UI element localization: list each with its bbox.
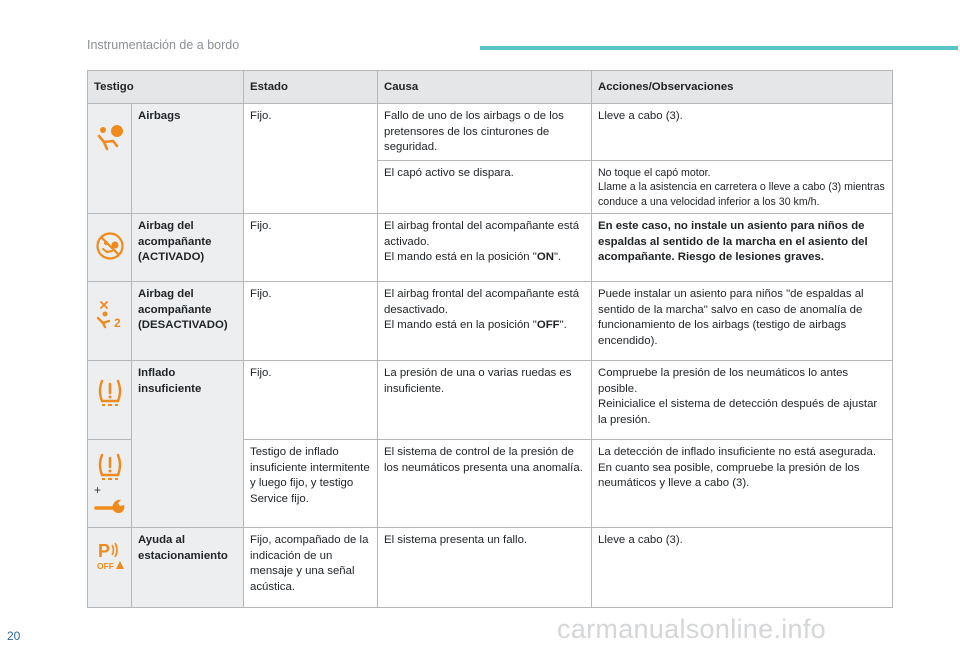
table-row xyxy=(88,214,893,282)
parking-off-label: OFF xyxy=(97,561,114,571)
accion-inflado-2a: La detección de inflado insuficiente no está asegurada. xyxy=(598,446,877,458)
column-header-acciones: Acciones/Observaciones xyxy=(592,71,893,104)
accion-inflado-1a: Compruebe la presión de los neumáticos lo antes posible. xyxy=(598,367,849,395)
tyre-service-icon-cell xyxy=(88,440,132,528)
row-name-inflado: Inflado insuficiente xyxy=(132,361,244,528)
causa-airbag-on-b-end: ". xyxy=(553,251,562,263)
causa-airbag-off-b-end: ". xyxy=(559,319,567,331)
column-header-testigo: Testigo xyxy=(88,71,244,104)
tyre-pressure-icon xyxy=(95,378,125,408)
header-accent-bar xyxy=(480,46,958,50)
causa-airbag-off-b-text: El mando está en la posición " xyxy=(384,319,537,331)
estado-airbags: Fijo. xyxy=(244,104,378,214)
airbag-icon-cell xyxy=(88,104,132,214)
accion-airbag-off: Puede instalar un asiento para niños "de espaldas al sentido de la marcha" salvo en caso de anomalía de funcionamiento de los airbags (testigo de airbags encendido). xyxy=(592,282,893,361)
causa-airbag-on-b xyxy=(384,250,585,266)
column-header-causa: Causa xyxy=(378,71,592,104)
causa-airbag-off-b-bold: OFF xyxy=(536,319,560,331)
row-name-airbags: Airbags xyxy=(132,104,244,214)
table-row xyxy=(88,361,893,440)
tyre-icon-cell xyxy=(88,361,132,440)
table-row xyxy=(88,528,893,608)
column-header-estado: Estado xyxy=(244,71,378,104)
causa-airbag-on-a: El airbag frontal del acompañante está activado. xyxy=(384,220,580,248)
causa-airbag-off-b xyxy=(384,318,585,334)
airbag-on-icon-cell xyxy=(88,214,132,282)
warning-lights-table xyxy=(87,70,893,608)
accion-airbags-1: Lleve a cabo (3). xyxy=(592,104,893,161)
airbag-warning-icon xyxy=(95,121,125,151)
accion-airbags-2b: Llame a la asistencia en carretera o lleve a cabo (3) mientras conduce a una velocidad inferior a los 30 km/h. xyxy=(598,181,885,208)
causa-parking: El sistema presenta un fallo. xyxy=(378,528,592,608)
causa-airbag-on-b-bold: ON xyxy=(536,251,554,263)
table-header-row xyxy=(88,71,893,104)
estado-airbag-on: Fijo. xyxy=(244,214,378,282)
svg-text:P: P xyxy=(98,541,111,561)
page-header-title: Instrumentación de a bordo xyxy=(87,38,240,52)
svg-text:2: 2 xyxy=(113,316,121,329)
causa-airbag-off xyxy=(378,282,592,361)
passenger-airbag-off-icon xyxy=(95,299,125,329)
causa-inflado-1: La presión de una o varias ruedas es insuficiente. xyxy=(378,361,592,440)
estado-inflado-1: Fijo. xyxy=(244,361,378,440)
passenger-airbag-on-icon xyxy=(95,231,125,261)
wrench-service-icon xyxy=(94,499,126,513)
estado-parking: Fijo, acompañado de la indicación de un mensaje y una señal acústica. xyxy=(244,528,378,608)
causa-airbags-1: Fallo de uno de los airbags o de los pretensores de los cinturones de seguridad. xyxy=(378,104,592,161)
parking-assist-off-icon xyxy=(94,539,128,571)
accion-airbags-2a: No toque el capó motor. xyxy=(598,166,711,179)
accion-inflado-2b: En cuanto sea posible, compruebe la presión de los neumáticos y lleve a cabo (3). xyxy=(598,461,860,489)
row-name-parking: Ayuda al estacionamiento xyxy=(132,528,244,608)
accion-inflado-1 xyxy=(592,361,893,440)
accion-airbags-2 xyxy=(592,160,893,214)
parking-icon-cell xyxy=(88,528,132,608)
accion-inflado-1b: Reinicialice el sistema de detección después de ajustar la presión. xyxy=(598,398,878,426)
estado-inflado-2: Testigo de inflado insuficiente intermitente y luego fijo, y testigo Service fijo. xyxy=(244,440,378,528)
airbag-off-icon-cell xyxy=(88,282,132,361)
causa-airbag-off-a: El airbag frontal del acompañante está desactivado. xyxy=(384,288,580,316)
causa-inflado-2: El sistema de control de la presión de los neumáticos presenta una anomalía. xyxy=(378,440,592,528)
causa-airbags-2: El capó activo se dispara. xyxy=(378,160,592,214)
row-name-airbag-off: Airbag del acompañante (DESACTIVADO) xyxy=(132,282,244,361)
accion-parking: Lleve a cabo (3). xyxy=(592,528,893,608)
accion-airbag-on: En este caso, no instale un asiento para niños de espaldas al sentido de la marcha en el asiento del acompañante. Riesgo de lesiones graves. xyxy=(592,214,893,282)
causa-airbag-on-b-text: El mando está en la posición " xyxy=(384,251,537,263)
table-row xyxy=(88,104,893,161)
row-name-airbag-on: Airbag del acompañante (ACTIVADO) xyxy=(132,214,244,282)
watermark: carmanualsonline.info xyxy=(557,614,826,644)
page-number: 20 xyxy=(7,629,21,643)
estado-airbag-off: Fijo. xyxy=(244,282,378,361)
causa-airbag-on xyxy=(378,214,592,282)
tyre-pressure-icon-2 xyxy=(95,453,125,481)
plus-sign: + xyxy=(94,483,102,497)
table-row xyxy=(88,282,893,361)
accion-inflado-2 xyxy=(592,440,893,528)
